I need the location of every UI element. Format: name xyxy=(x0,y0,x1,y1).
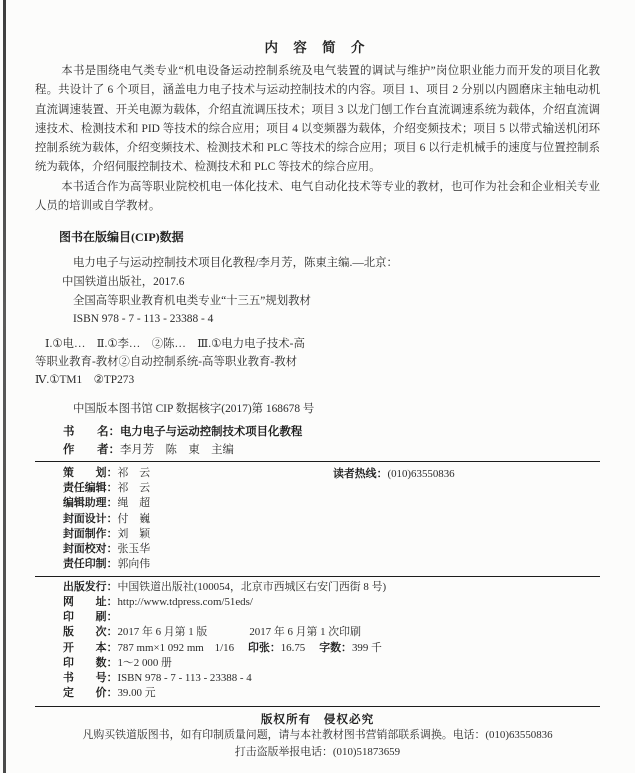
website-row xyxy=(35,595,600,610)
book-author-row xyxy=(35,441,600,459)
words-label: 字数： xyxy=(319,641,352,654)
isbn-row xyxy=(35,671,600,686)
edition-value: 2017 年 6 月第 1 版 xyxy=(117,626,208,639)
reader-hotline xyxy=(333,467,455,482)
price-value: 39.00 元 xyxy=(117,687,156,700)
book-title-row xyxy=(35,423,600,441)
cip-isbn-line: ISBN 978 - 7 - 113 - 23388 - 4 xyxy=(73,313,214,326)
cover-design-value: 付 巍 xyxy=(117,512,151,525)
book-title-label: 书 名： xyxy=(63,425,120,438)
hotline-label: 读者热线： xyxy=(333,467,388,480)
copies-value: 1～2 000 册 xyxy=(117,656,172,669)
divider-rule-3 xyxy=(35,706,600,707)
staff-row-planner xyxy=(35,466,600,481)
print-supervisor-value: 郭向伟 xyxy=(117,558,151,571)
staff-row-print-supervisor xyxy=(35,557,600,572)
edition-row xyxy=(35,625,600,640)
website-label: 网 址： xyxy=(63,595,118,608)
book-info-block xyxy=(35,423,600,459)
cip-record-number: 中国版本图书馆 CIP 数据核字(2017)第 168678 号 xyxy=(73,402,315,415)
publishing-section xyxy=(35,580,600,702)
cip-series-line: 全国高等职业教育机电类专业“十三五”规划教材 xyxy=(73,294,311,307)
footer-contact-line: 凡购买铁道版图书，如有印制质量问题，请与本社教材图书营销部联系调换。电话：(010)63550836 xyxy=(82,729,553,742)
words-value: 399 千 xyxy=(351,641,382,654)
hotline-number: (010)63550836 xyxy=(387,467,455,480)
editor-label: 责任编辑： xyxy=(63,481,118,494)
page-content xyxy=(35,0,600,761)
scan-edge-artifact xyxy=(3,0,6,773)
copies-label: 印 数： xyxy=(63,656,118,669)
publisher-label: 出版发行： xyxy=(63,580,118,593)
staff-row-cover-production xyxy=(35,527,600,542)
cip-citation-line-2: 中国铁道出版社，2017.6 xyxy=(62,275,185,288)
sheets-value: 16.75 xyxy=(280,641,306,654)
staff-row-cover-design xyxy=(35,512,600,527)
printer-label: 印 刷： xyxy=(63,611,118,624)
cip-classification-block xyxy=(35,335,600,390)
assistant-label: 编辑助理： xyxy=(63,497,118,510)
cip-class-line-1: Ⅰ.①电… Ⅱ.①李… ②陈… Ⅲ.①电力电子技术-高 xyxy=(45,337,305,350)
format-label: 开 本： xyxy=(63,641,118,654)
format-row xyxy=(35,641,600,656)
cover-production-value: 刘 颖 xyxy=(117,527,151,540)
cip-heading: 图书在版编目(CIP)数据 xyxy=(59,230,184,245)
printing-value: 2017 年 6 月第 1 次印刷 xyxy=(249,626,361,639)
sheets-label: 印张： xyxy=(248,641,281,654)
book-author-value: 李月芳 陈 東 主编 xyxy=(119,443,234,456)
price-row xyxy=(35,686,600,701)
planner-label: 策 划： xyxy=(63,466,118,479)
proofreader-label: 封面校对： xyxy=(63,543,118,556)
publisher-row xyxy=(35,580,600,595)
staff-row-assistant xyxy=(35,496,600,511)
cover-production-label: 封面制作： xyxy=(63,527,118,540)
staff-row-editor xyxy=(35,481,600,496)
cip-class-line-2: 等职业教育-教材②自动控制系统-高等职业教育-教材 xyxy=(35,356,297,369)
cip-citation-block xyxy=(35,254,600,328)
cover-design-label: 封面设计： xyxy=(63,512,118,525)
footer-section xyxy=(35,711,600,761)
website-value: http://www.tdpress.com/51eds/ xyxy=(117,595,253,608)
printer-row xyxy=(35,610,600,625)
footer-piracy-line: 打击盗版举报电话：(010)51873659 xyxy=(234,746,401,759)
proofreader-value: 张玉华 xyxy=(117,543,151,556)
divider-rule-2 xyxy=(35,576,600,577)
format-value: 787 mm×1 092 mm 1/16 xyxy=(117,641,235,654)
staff-row-proofreader xyxy=(35,542,600,557)
intro-paragraph-1: 本书是围绕电气类专业“机电设备运动控制系统及电气装置的调试与维护”岗位职业能力而开发的项目化教程。共设计了 6 个项目，涵盖电力电子技术与运动控制技术的内容。项目 1、项目 2 分别以内圆磨床主轴电动机直流调速装置、开关电源为载体，介绍直流调压技术；项目 3 以龙门刨工作台直流调速系统为载体，介绍直流调速技术、检测技术和 PID 等技术的综合应用；项目 4 以变频器为载体，介绍变频技术；项目 5 以带式输送机闭环控制系统为载体，介绍变频技术、检测技术和 PLC 等技术的综合应用；项目 6 以行走机械手的速度与位置控制系统为载体，介绍伺服控制技术、检测技术和 PLC 等技术的综合应用。 xyxy=(35,65,600,174)
edition-label: 版 次： xyxy=(63,626,118,639)
planner-value: 祁 云 xyxy=(117,466,151,479)
assistant-value: 绳 超 xyxy=(117,497,151,510)
copyright-notice: 版权所有 侵权必究 xyxy=(260,713,375,727)
print-supervisor-label: 责任印制： xyxy=(63,558,118,571)
intro-title: 内 容 简 介 xyxy=(264,40,371,55)
divider-rule-1 xyxy=(35,461,600,462)
isbn-value: ISBN 978 - 7 - 113 - 23388 - 4 xyxy=(117,671,252,684)
editor-value: 祁 云 xyxy=(117,481,151,494)
price-label: 定 价： xyxy=(63,687,118,700)
book-author-label: 作 者： xyxy=(63,443,120,456)
cip-citation-line-1: 电力电子与运动控制技术项目化教程/李月芳，陈東主编.—北京： xyxy=(73,257,398,270)
copies-row xyxy=(35,656,600,671)
staff-section xyxy=(35,466,600,573)
intro-paragraph-2: 本书适合作为高等职业院校机电一体化技术、电气自动化技术等专业的教材，也可作为社会和企业相关专业人员的培训或自学教材。 xyxy=(35,180,600,213)
book-title-value: 电力电子与运动控制技术项目化教程 xyxy=(119,425,303,438)
cip-class-line-3: Ⅳ.①TM1 ②TP273 xyxy=(35,374,135,387)
isbn-label: 书 号： xyxy=(63,671,118,684)
publisher-value: 中国铁道出版社(100054，北京市西城区右安门西街 8 号) xyxy=(117,580,387,593)
